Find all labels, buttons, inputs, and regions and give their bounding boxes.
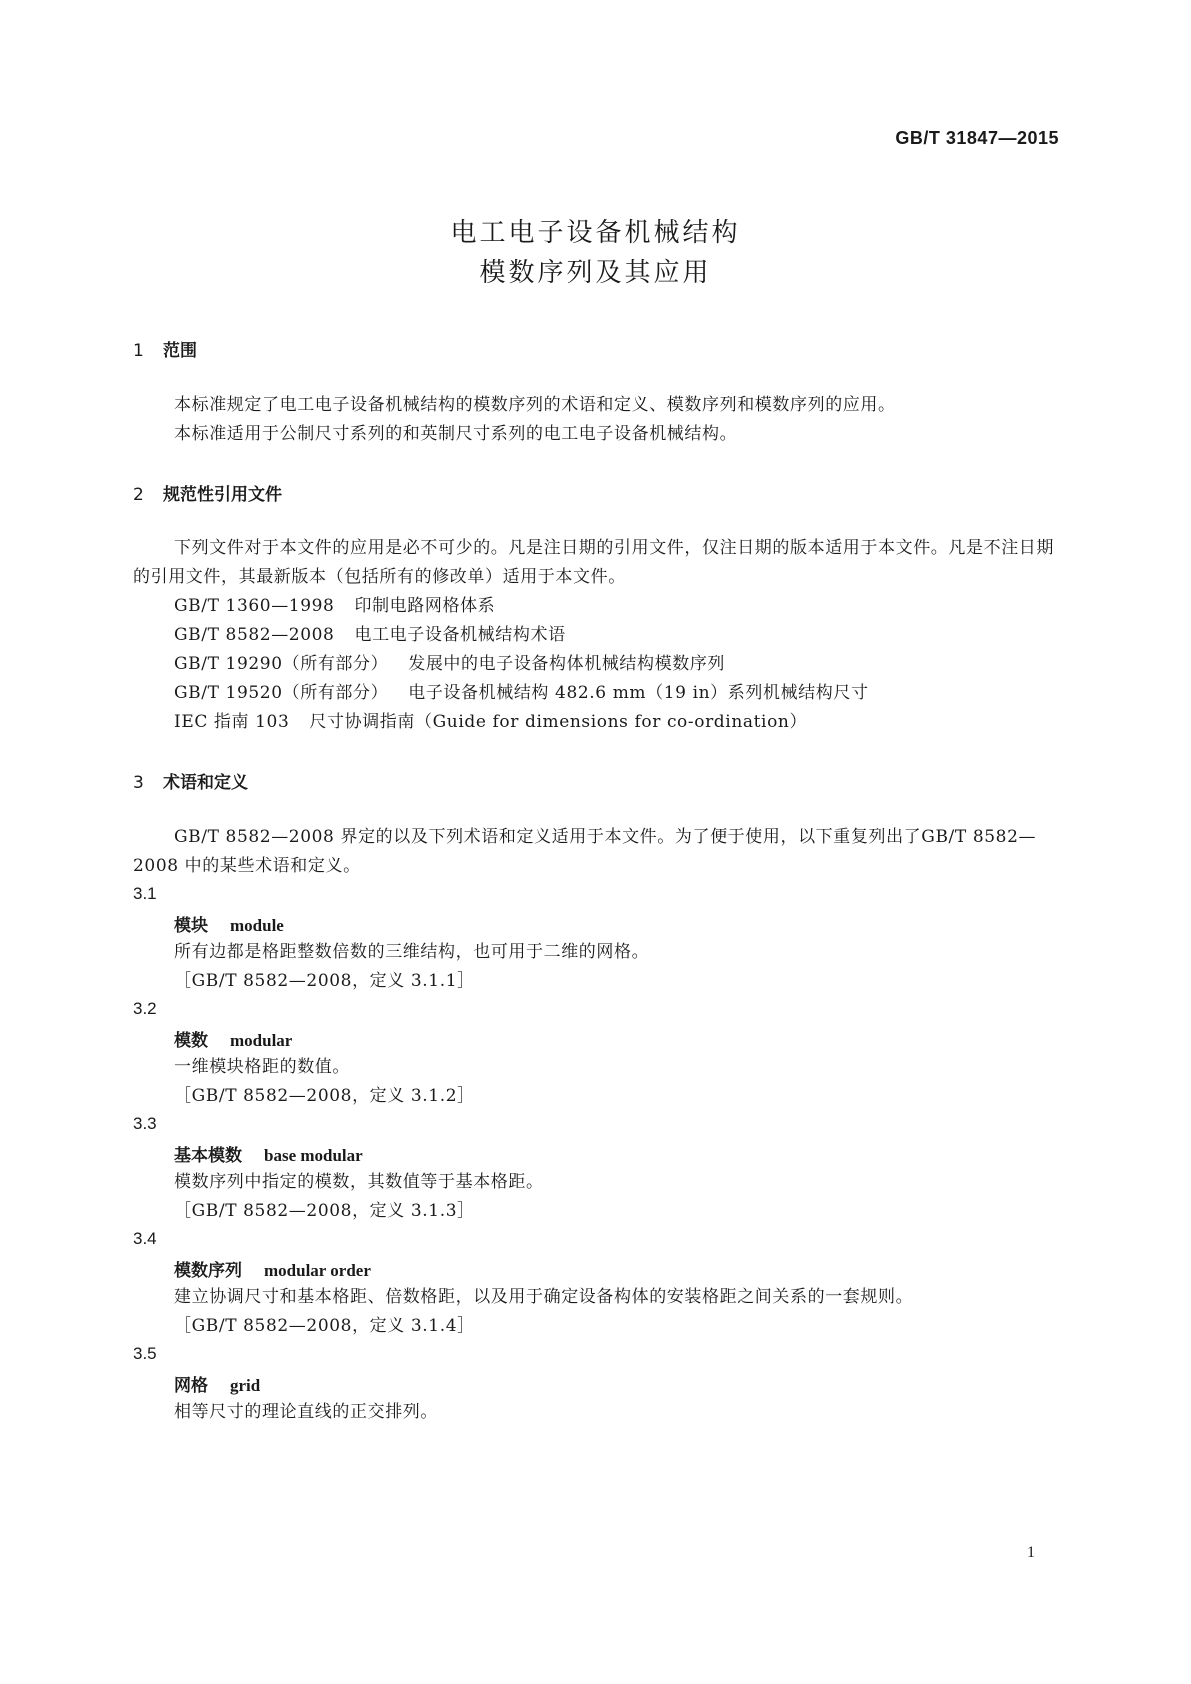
section-3-heading xyxy=(133,768,248,793)
term-zh: 模数序列 xyxy=(174,1261,242,1281)
title-line-1: 电工电子设备机械结构 xyxy=(450,218,741,248)
section-number: 3 xyxy=(133,773,144,793)
term-definition: 一维模块格距的数值。 xyxy=(174,1057,350,1077)
term-number: 3.3 xyxy=(133,1114,157,1133)
term-zh: 模块 xyxy=(174,916,208,936)
scope-paragraph-2: 本标准适用于公制尺寸系列的和英制尺寸系列的电工电子设备机械结构。 xyxy=(174,424,738,444)
reference-title: 电工电子设备机械结构术语 xyxy=(354,625,566,645)
term-en: grid xyxy=(230,1376,261,1395)
term-heading xyxy=(174,1256,371,1281)
term-zh: 网格 xyxy=(174,1376,208,1396)
section-number: 1 xyxy=(133,341,144,361)
page-number: 1 xyxy=(1027,1544,1035,1561)
term-en: module xyxy=(230,916,284,935)
term-source: ［GB/T 8582—2008，定义 3.1.2］ xyxy=(174,1086,475,1106)
term-en: base modular xyxy=(264,1146,363,1165)
section-title: 范围 xyxy=(163,341,197,361)
term-number: 3.2 xyxy=(133,999,157,1018)
term-heading xyxy=(174,1141,363,1166)
term-source: ［GB/T 8582—2008，定义 3.1.3］ xyxy=(174,1201,475,1221)
term-heading xyxy=(174,1371,260,1396)
reference-code: IEC 指南 103 xyxy=(174,712,290,732)
term-number: 3.1 xyxy=(133,884,157,903)
term-en: modular xyxy=(230,1031,293,1050)
reference-item xyxy=(174,679,869,708)
term-source: ［GB/T 8582—2008，定义 3.1.4］ xyxy=(174,1316,475,1336)
reference-title: 发展中的电子设备构体机械结构模数序列 xyxy=(408,654,726,674)
reference-item xyxy=(174,708,807,737)
term-number: 3.5 xyxy=(133,1344,157,1363)
section-number: 2 xyxy=(133,485,144,505)
reference-item xyxy=(174,592,495,621)
title-line-2: 模数序列及其应用 xyxy=(479,258,712,288)
term-en: modular order xyxy=(264,1261,371,1280)
reference-code: GB/T 1360—1998 xyxy=(174,596,335,616)
standard-number: GB/T 31847—2015 xyxy=(895,128,1059,148)
section-1-heading xyxy=(133,336,197,361)
term-definition: 模数序列中指定的模数，其数值等于基本格距。 xyxy=(174,1172,544,1192)
scope-paragraph-1: 本标准规定了电工电子设备机械结构的模数序列的术语和定义、模数序列和模数序列的应用。 xyxy=(174,395,896,415)
section-2-heading xyxy=(133,480,282,505)
term-source: ［GB/T 8582—2008，定义 3.1.1］ xyxy=(174,971,475,991)
section-title: 规范性引用文件 xyxy=(163,485,282,505)
term-heading xyxy=(174,911,284,936)
term-number: 3.4 xyxy=(133,1229,157,1248)
reference-item xyxy=(174,621,566,650)
term-zh: 模数 xyxy=(174,1031,208,1051)
term-definition: 所有边都是格距整数倍数的三维结构，也可用于二维的网格。 xyxy=(174,942,650,962)
terms-intro: GB/T 8582—2008 界定的以及下列术语和定义适用于本文件。为了便于使用，以下重复列出了GB/T 8582—2008 中的某些术语和定义。 xyxy=(133,827,1037,876)
reference-code: GB/T 19520（所有部分） xyxy=(174,683,389,703)
term-zh: 基本模数 xyxy=(174,1146,242,1166)
term-definition: 建立协调尺寸和基本格距、倍数格距，以及用于确定设备构体的安装格距之间关系的一套规则。 xyxy=(174,1287,914,1307)
reference-code: GB/T 19290（所有部分） xyxy=(174,654,389,674)
term-definition: 相等尺寸的理论直线的正交排列。 xyxy=(174,1402,438,1422)
reference-item xyxy=(174,650,725,679)
reference-code: GB/T 8582—2008 xyxy=(174,625,335,645)
section-title: 术语和定义 xyxy=(163,773,248,793)
reference-title: 电子设备机械结构 482.6 mm（19 in）系列机械结构尺寸 xyxy=(408,683,869,703)
reference-title: 印制电路网格体系 xyxy=(354,596,496,616)
reference-title: 尺寸协调指南（Guide for dimensions for co-ordination） xyxy=(309,712,808,732)
term-heading xyxy=(174,1026,292,1051)
normative-references-intro: 下列文件对于本文件的应用是必不可少的。凡是注日期的引用文件，仅注日期的版本适用于本文件。凡是不注日期的引用文件，其最新版本（包括所有的修改单）适用于本文件。 xyxy=(133,538,1054,587)
